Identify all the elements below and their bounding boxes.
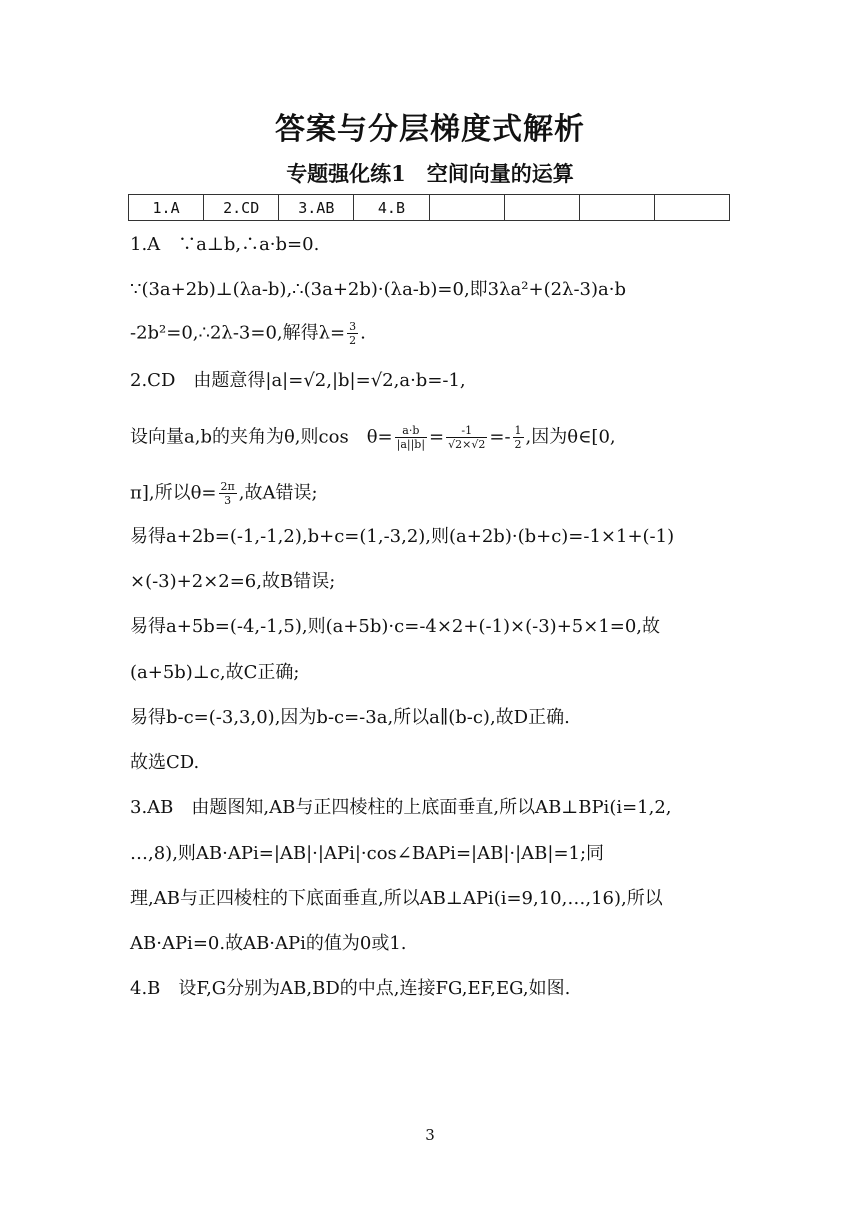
- solution-line: 4.B 设F,G分别为AB,BD的中点,连接FG,EF,EG,如图.: [130, 978, 571, 999]
- answer-cell: [504, 195, 579, 221]
- solution-line: [130, 480, 318, 507]
- fraction-denominator: |a||b|: [396, 438, 426, 451]
- solution-line: 2.CD 由题意得|a|=√2,|b|=√2,a·b=-1,: [130, 370, 466, 391]
- page-number: 3: [425, 1126, 435, 1144]
- equals-sign: =: [429, 426, 445, 448]
- solution-line: ×(-3)+2×2=6,故B错误;: [130, 571, 336, 592]
- line-text: -2b²=0,∴2λ-3=0,解得λ=: [130, 322, 346, 344]
- line-text: 设向量a,b的夹角为θ,则cos θ=: [130, 426, 393, 448]
- fraction-denominator: 2: [514, 438, 522, 451]
- solution-line: (a+5b)⊥c,故C正确;: [130, 662, 300, 683]
- section-subtitle: 专题强化练1 空间向量的运算: [286, 161, 574, 186]
- line-text: ,因为θ∈[0,: [525, 426, 616, 448]
- solution-line: [130, 424, 616, 451]
- solution-line: 理,AB与正四棱柱的下底面垂直,所以AB⊥APi(i=9,10,…,16),所以: [130, 888, 663, 909]
- solution-line: 故选CD.: [130, 752, 200, 773]
- equals-sign: =-: [489, 426, 511, 448]
- fraction-denominator: √2×√2: [448, 438, 486, 451]
- answer-cell: 2.CD: [204, 195, 279, 221]
- answer-cell: 4.B: [354, 195, 429, 221]
- answer-cell: 1.A: [129, 195, 204, 221]
- answer-cell: [654, 195, 729, 221]
- solution-line: 易得a+5b=(-4,-1,5),则(a+5b)·c=-4×2+(-1)×(-3)+5×1=0,故: [130, 616, 661, 637]
- fraction-numerator: -1: [446, 424, 487, 438]
- fraction: [395, 424, 427, 451]
- line-text: .: [360, 322, 366, 344]
- fraction-denominator: 3: [224, 494, 232, 507]
- page-title: 答案与分层梯度式解析: [275, 112, 585, 147]
- fraction: [513, 424, 524, 451]
- solution-line: 易得b-c=(-3,3,0),因为b-c=-3a,所以a∥(b-c),故D正确.: [130, 707, 570, 728]
- answer-cell: [579, 195, 654, 221]
- fraction-denominator: 2: [349, 334, 357, 347]
- fraction-numerator: 3: [349, 320, 357, 333]
- fraction: [446, 424, 487, 451]
- answer-cell: [429, 195, 504, 221]
- answer-cell: 3.AB: [279, 195, 354, 221]
- solution-line: 易得a+2b=(-1,-1,2),b+c=(1,-3,2),则(a+2b)·(b+c)=-1×1+(-1): [130, 526, 675, 547]
- solution-line: [130, 320, 366, 347]
- solution-line: ∵(3a+2b)⊥(λa-b),∴(3a+2b)·(λa-b)=0,即3λa²+(2λ-3)a·b: [130, 279, 626, 300]
- fraction-numerator: 2π: [220, 480, 235, 493]
- fraction-numerator: a·b: [395, 424, 427, 438]
- solution-line: …,8),则AB·APi=|AB|·|APi|·cos∠BAPi=|AB|·|AB|=1;同: [130, 843, 605, 864]
- line-text: π],所以θ=: [130, 482, 217, 504]
- fraction-numerator: 1: [514, 424, 522, 437]
- solution-line: AB·APi=0.故AB·APi的值为0或1.: [130, 933, 407, 954]
- solution-line: 3.AB 由题图知,AB与正四棱柱的上底面垂直,所以AB⊥BPi(i=1,2,: [130, 797, 672, 818]
- fraction: [219, 480, 237, 507]
- fraction: [347, 320, 358, 347]
- solution-line: 1.A ∵a⊥b,∴a·b=0.: [130, 234, 320, 255]
- line-text: ,故A错误;: [238, 482, 318, 504]
- answer-table: [128, 194, 730, 221]
- table-row: [129, 195, 730, 221]
